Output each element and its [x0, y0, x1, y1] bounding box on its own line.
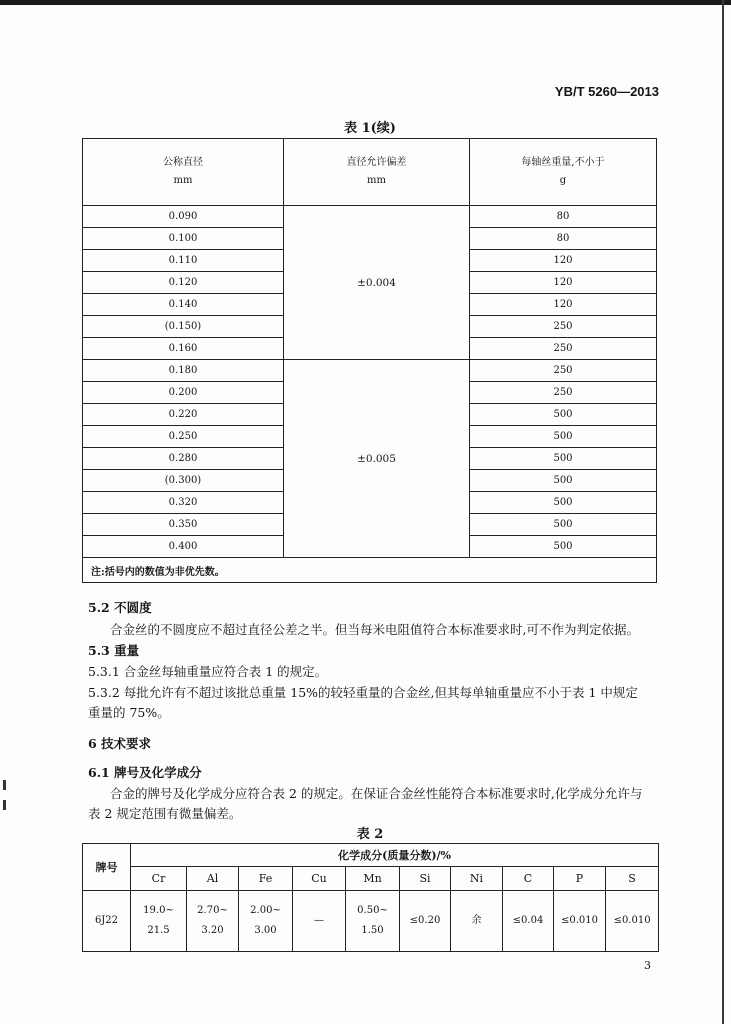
diameter-cell: 0.140: [83, 294, 284, 316]
element-header: Cu: [293, 867, 346, 891]
grade-cell: 6J22: [83, 891, 131, 952]
table1-header-row: [83, 139, 657, 206]
section-5-3-1: 5.3.1 合金丝每轴重量应符合表 1 的规定。: [88, 664, 328, 679]
diameter-cell: (0.150): [83, 316, 284, 338]
weight-cell: 500: [470, 448, 657, 470]
margin-mark: [3, 800, 6, 810]
diameter-cell: 0.160: [83, 338, 284, 360]
table1: [82, 138, 657, 583]
diameter-cell: 0.280: [83, 448, 284, 470]
weight-cell: 500: [470, 492, 657, 514]
diameter-cell: 0.120: [83, 272, 284, 294]
element-header: Cr: [131, 867, 187, 891]
section-6-title: 6 技术要求: [88, 736, 152, 751]
top-border: [0, 0, 731, 5]
section-5-3-2: 5.3.2 每批允许有不超过该批总重量 15%的较轻重量的合金丝,但其每单轴重量应不小于表 1 中规定: [88, 685, 638, 700]
diameter-cell: (0.300): [83, 470, 284, 492]
weight-cell: 500: [470, 404, 657, 426]
p-cell: ≤0.010: [554, 891, 606, 952]
cu-cell: —: [293, 891, 346, 952]
section-5-2-title: 5.2 不圆度: [88, 600, 152, 615]
section-5-2-text: 合金丝的不圆度应不超过直径公差之半。但当每米电阻值符合本标准要求时,可不作为判定依据。: [110, 622, 639, 637]
weight-cell: 250: [470, 382, 657, 404]
element-header: P: [554, 867, 606, 891]
diameter-cell: 0.200: [83, 382, 284, 404]
weight-cell: 80: [470, 228, 657, 250]
weight-cell: 250: [470, 338, 657, 360]
table-row: [83, 206, 657, 228]
mn-cell: 0.50~ 1.50: [346, 891, 400, 952]
table2: [82, 843, 659, 952]
header-cell: 每轴丝重量,不小于 g: [470, 139, 657, 206]
weight-cell: 500: [470, 470, 657, 492]
table2-caption: 表 2: [356, 827, 384, 842]
note-row: [83, 558, 657, 583]
weight-cell: 120: [470, 294, 657, 316]
diameter-cell: 0.400: [83, 536, 284, 558]
weight-cell: 120: [470, 272, 657, 294]
weight-cell: 250: [470, 360, 657, 382]
si-cell: ≤0.20: [400, 891, 451, 952]
grade-header: 牌号: [83, 844, 131, 891]
tolerance-cell: ±0.004: [284, 206, 470, 360]
element-header: Fe: [239, 867, 293, 891]
table-note: 注:括号内的数值为非优先数。: [83, 558, 657, 583]
ni-cell: 余: [451, 891, 503, 952]
cr-cell: 19.0~ 21.5: [131, 891, 187, 952]
section-5-3-2-cont: 重量的 75%。: [88, 705, 170, 720]
element-header: Si: [400, 867, 451, 891]
element-header: Mn: [346, 867, 400, 891]
section-6-1-text: 合金的牌号及化学成分应符合表 2 的规定。在保证合金丝性能符合本标准要求时,化学成分允许与: [110, 786, 643, 801]
weight-cell: 500: [470, 426, 657, 448]
s-cell: ≤0.010: [606, 891, 659, 952]
section-6-1-title: 6.1 牌号及化学成分: [88, 765, 202, 780]
element-header: S: [606, 867, 659, 891]
weight-cell: 250: [470, 316, 657, 338]
diameter-cell: 0.250: [83, 426, 284, 448]
diameter-cell: 0.100: [83, 228, 284, 250]
diameter-cell: 0.180: [83, 360, 284, 382]
page-edge-line: [722, 0, 724, 1024]
table-row: [83, 360, 657, 382]
table2-header-row: [83, 844, 659, 867]
weight-cell: 120: [470, 250, 657, 272]
tolerance-cell: ±0.005: [284, 360, 470, 558]
element-header: Ni: [451, 867, 503, 891]
al-cell: 2.70~ 3.20: [187, 891, 239, 952]
diameter-cell: 0.320: [83, 492, 284, 514]
standard-number: YB/T 5260—2013: [554, 84, 659, 99]
margin-mark: [3, 780, 6, 790]
weight-cell: 500: [470, 514, 657, 536]
fe-cell: 2.00~ 3.00: [239, 891, 293, 952]
diameter-cell: 0.350: [83, 514, 284, 536]
table1-caption: 表 1(续): [344, 121, 396, 136]
table2-data-row: [83, 891, 659, 952]
section-5-3-title: 5.3 重量: [88, 643, 140, 658]
weight-cell: 80: [470, 206, 657, 228]
section-6-1-text-cont: 表 2 规定范围有微量偏差。: [88, 806, 242, 821]
diameter-cell: 0.220: [83, 404, 284, 426]
element-header: C: [503, 867, 554, 891]
element-header-row: [83, 867, 659, 891]
diameter-cell: 0.110: [83, 250, 284, 272]
header-cell: 公称直径 mm: [83, 139, 284, 206]
header-cell: 直径允许偏差 mm: [284, 139, 470, 206]
diameter-cell: 0.090: [83, 206, 284, 228]
c-cell: ≤0.04: [503, 891, 554, 952]
page-number: 3: [644, 959, 651, 972]
element-header: Al: [187, 867, 239, 891]
weight-cell: 500: [470, 536, 657, 558]
composition-header: 化学成分(质量分数)/%: [131, 844, 659, 867]
